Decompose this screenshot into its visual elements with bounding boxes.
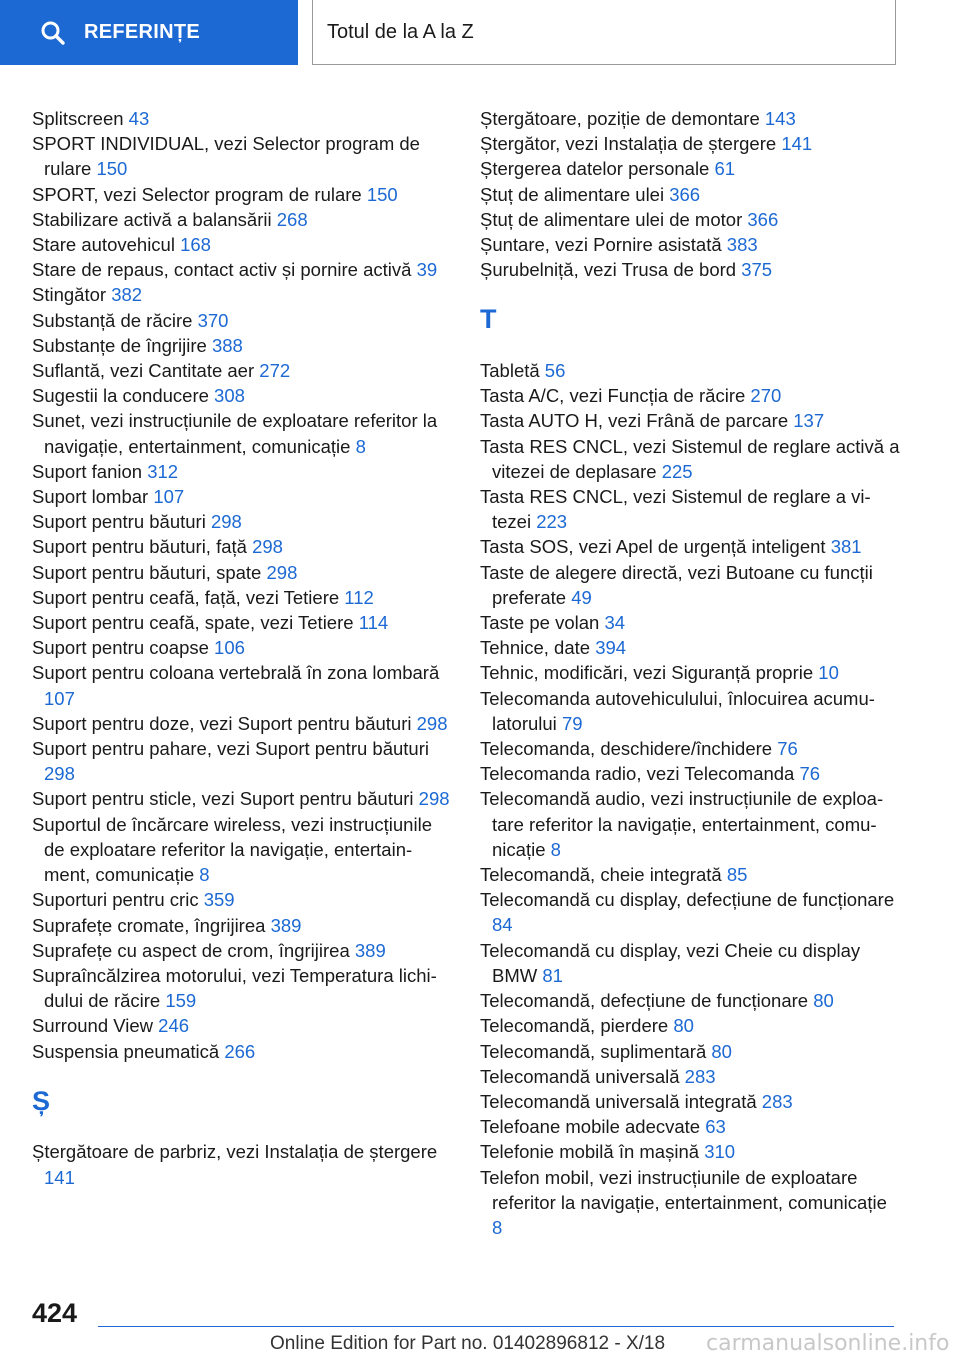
page-link[interactable]: 10 bbox=[818, 662, 839, 684]
entry-text: Tasta RES CNCL, vezi Sistemul de reglare activă a vitezei de deplasare bbox=[480, 435, 900, 482]
page-link[interactable]: 246 bbox=[158, 1015, 190, 1037]
entry-text: Suprafețe cromate, îngrijirea bbox=[32, 914, 266, 936]
index-entry bbox=[32, 182, 452, 207]
index-entry bbox=[480, 534, 900, 559]
page-link[interactable]: 283 bbox=[684, 1065, 716, 1087]
page-link[interactable]: 8 bbox=[355, 435, 366, 457]
page-link[interactable]: 49 bbox=[571, 586, 592, 608]
page-link[interactable]: 381 bbox=[830, 536, 862, 558]
index-entry bbox=[480, 358, 900, 383]
edition-text: Online Edition for Part no. 01402896812 - X/18 bbox=[270, 1333, 666, 1354]
page-link[interactable]: 382 bbox=[111, 284, 143, 306]
index-entry bbox=[32, 484, 452, 509]
index-column-left bbox=[32, 106, 452, 1190]
entry-text: Substanță de răcire bbox=[32, 309, 193, 331]
page-link[interactable]: 298 bbox=[44, 763, 75, 785]
entry-list-s-comma-continued bbox=[480, 106, 900, 282]
index-entry bbox=[480, 1013, 900, 1038]
entry-text: Ștuț de alimentare ulei bbox=[480, 183, 665, 205]
entry-list-s bbox=[32, 106, 452, 1064]
index-entry bbox=[32, 282, 452, 307]
entry-list-t bbox=[480, 358, 900, 1240]
index-entry bbox=[480, 660, 900, 685]
entry-text: Telefonie mobilă în mașină bbox=[480, 1141, 700, 1163]
entry-text: Stare de repaus, contact activ și pornire activă bbox=[32, 259, 412, 281]
search-icon bbox=[40, 20, 66, 46]
page-link[interactable]: 394 bbox=[595, 637, 627, 659]
page-link[interactable]: 298 bbox=[210, 511, 242, 533]
index-entry bbox=[32, 585, 452, 610]
index-entry bbox=[480, 156, 900, 181]
index-entry bbox=[480, 408, 900, 433]
page-link[interactable]: 312 bbox=[147, 460, 179, 482]
index-entry bbox=[32, 509, 452, 534]
entry-text: Suport pentru băuturi bbox=[32, 511, 206, 533]
entry-text: Stare autovehicul bbox=[32, 234, 175, 256]
entry-text: Suflantă, vezi Cantitate aer bbox=[32, 360, 255, 382]
page-link[interactable]: 159 bbox=[165, 990, 197, 1012]
entry-text: Ștergerea datelor personale bbox=[480, 158, 710, 180]
page-link[interactable]: 56 bbox=[544, 360, 566, 382]
page-link[interactable]: 298 bbox=[418, 788, 450, 810]
entry-text: Ștuț de alimentare ulei de motor bbox=[480, 208, 743, 230]
entry-text: Telecomandă, suplimentară bbox=[480, 1040, 707, 1062]
index-entry bbox=[480, 1139, 900, 1164]
entry-text: Suport pentru coapse bbox=[32, 637, 209, 659]
page-number: 424 bbox=[32, 1298, 78, 1328]
entry-text: Ștergător, vezi Instalația de ștergere bbox=[480, 133, 777, 155]
page-link[interactable]: 389 bbox=[270, 914, 302, 936]
entry-text: Tehnic, modificări, vezi Siguranță proprie bbox=[480, 662, 814, 684]
entry-text: Sunet, vezi instrucțiunile de exploatare referitor la navigație, entertainment, comunicație bbox=[32, 410, 438, 457]
index-entry bbox=[480, 207, 900, 232]
page-link[interactable]: 266 bbox=[224, 1040, 256, 1062]
entry-text: Suport pentru ceafă, spate, vezi Tetiere bbox=[32, 612, 354, 634]
page-link[interactable]: 43 bbox=[128, 108, 150, 129]
page-link[interactable]: 81 bbox=[542, 964, 563, 986]
entry-text: Splitscreen bbox=[32, 108, 124, 129]
entry-text: Telecomandă, cheie integrată bbox=[480, 864, 722, 886]
entry-text: Supraîncălzirea motorului, vezi Temperatura lichidului de răcire bbox=[32, 964, 437, 1012]
entry-text: SPORT, vezi Selector program de rulare bbox=[32, 183, 362, 205]
page-link[interactable]: 84 bbox=[492, 914, 513, 936]
index-entry bbox=[32, 408, 452, 458]
page-link[interactable]: 61 bbox=[714, 158, 736, 180]
entry-text: Suport fanion bbox=[32, 460, 143, 482]
index-entry bbox=[32, 358, 452, 383]
page-link[interactable]: 8 bbox=[199, 864, 210, 886]
page-link[interactable]: 141 bbox=[44, 1166, 75, 1188]
entry-text: Tasta SOS, vezi Apel de urgență inteligent bbox=[480, 536, 826, 558]
entry-text: Taste pe volan bbox=[480, 612, 600, 634]
entry-text: Substanțe de îngrijire bbox=[32, 334, 207, 356]
index-entry bbox=[480, 106, 900, 131]
page-link[interactable]: 383 bbox=[726, 234, 758, 256]
entry-text: Telecomandă, defecțiune de funcționare bbox=[480, 990, 809, 1012]
entry-text: Telecomanda radio, vezi Telecomanda bbox=[480, 763, 795, 785]
index-entry bbox=[480, 1064, 900, 1089]
index-entry bbox=[32, 963, 452, 1013]
page-link[interactable]: 150 bbox=[366, 183, 398, 205]
index-entry bbox=[32, 560, 452, 585]
page-link[interactable]: 141 bbox=[781, 133, 813, 155]
entry-text: Telecomandă cu display, defecțiune de funcționare bbox=[480, 889, 895, 911]
index-entry bbox=[480, 610, 900, 635]
page-link[interactable]: 223 bbox=[536, 511, 568, 533]
index-entry bbox=[32, 106, 452, 131]
index-entry bbox=[32, 1039, 452, 1064]
page-link[interactable]: 370 bbox=[197, 309, 229, 331]
index-entry bbox=[480, 862, 900, 887]
page-link[interactable]: 63 bbox=[705, 1116, 726, 1138]
references-tab-label: REFERINȚE bbox=[84, 21, 201, 43]
index-entry bbox=[480, 938, 900, 988]
index-entry bbox=[32, 232, 452, 257]
page-link[interactable]: 8 bbox=[492, 1216, 503, 1238]
entry-text: Ștergătoare de parbriz, vezi Instalația de ștergere bbox=[32, 1141, 438, 1163]
index-entry bbox=[32, 660, 452, 710]
page-link[interactable]: 112 bbox=[344, 586, 374, 608]
page-link[interactable]: 85 bbox=[726, 864, 748, 886]
entry-text: Telecomandă universală integrată bbox=[480, 1090, 757, 1112]
entry-text: Tasta A/C, vezi Funcția de răcire bbox=[480, 385, 746, 407]
page-link[interactable]: 76 bbox=[799, 763, 821, 785]
entry-text: Tehnice, date bbox=[480, 637, 591, 659]
index-entry bbox=[480, 484, 900, 534]
index-entry bbox=[480, 560, 900, 610]
entry-text: Suport lombar bbox=[32, 486, 149, 508]
entry-text: Ștergătoare, poziție de demontare bbox=[480, 108, 760, 129]
page-link[interactable]: 80 bbox=[673, 1015, 694, 1037]
index-entry bbox=[480, 257, 900, 282]
page-link[interactable]: 283 bbox=[761, 1090, 793, 1112]
page-link[interactable]: 150 bbox=[96, 158, 128, 180]
entry-text: Telecomanda autovehiculului, înlocuirea acumulatorului bbox=[480, 687, 875, 734]
page-link[interactable]: 389 bbox=[354, 939, 386, 961]
index-entry bbox=[480, 736, 900, 761]
index-entry bbox=[480, 232, 900, 257]
watermark: carmanualsonline.info bbox=[706, 1331, 950, 1356]
index-entry bbox=[32, 308, 452, 333]
index-entry bbox=[32, 534, 452, 559]
entry-text: Suport pentru băuturi, spate bbox=[32, 561, 262, 583]
page-link[interactable]: 298 bbox=[252, 536, 283, 558]
entry-text: Suporturi pentru cric bbox=[32, 889, 199, 911]
page-link[interactable]: 270 bbox=[750, 385, 782, 407]
entry-text: Tasta AUTO H, vezi Frână de parcare bbox=[480, 410, 789, 432]
page-link[interactable]: 298 bbox=[266, 561, 298, 583]
index-entry bbox=[32, 383, 452, 408]
section-title: Totul de la A la Z bbox=[327, 20, 474, 43]
entry-text: Taste de alegere directă, vezi Butoane cu funcții preferate bbox=[480, 561, 873, 608]
entry-text: Telecomandă universală bbox=[480, 1065, 680, 1087]
footer-divider bbox=[98, 1326, 894, 1327]
entry-text: Tasta RES CNCL, vezi Sistemul de reglare a vitezei bbox=[480, 486, 871, 533]
index-entry bbox=[480, 383, 900, 408]
index-entry bbox=[32, 938, 452, 963]
index-entry bbox=[480, 786, 900, 862]
entry-text: Stingător bbox=[32, 284, 107, 306]
entry-text: Suport pentru sticle, vezi Suport pentru băuturi bbox=[32, 788, 414, 810]
entry-text: Surround View bbox=[32, 1015, 154, 1037]
index-entry bbox=[480, 761, 900, 786]
section-letter-s-comma: Ș bbox=[32, 1085, 51, 1116]
entry-text: Suport pentru băuturi, față bbox=[32, 536, 247, 558]
entry-text: Suspensia pneumatică bbox=[32, 1040, 220, 1062]
index-entry bbox=[32, 887, 452, 912]
entry-text: Suport pentru doze, vezi Suport pentru băuturi bbox=[32, 712, 412, 734]
index-entry bbox=[32, 459, 452, 484]
page-link[interactable]: 388 bbox=[211, 334, 243, 356]
index-entry bbox=[480, 1039, 900, 1064]
entry-text: Șurubelniță, vezi Trusa de bord bbox=[480, 259, 737, 281]
page-link[interactable]: 137 bbox=[793, 410, 825, 432]
page-link[interactable]: 310 bbox=[704, 1141, 736, 1163]
page-link[interactable]: 366 bbox=[747, 208, 779, 230]
index-entry bbox=[480, 182, 900, 207]
entry-text: Telecomandă audio, vezi instrucțiunile de exploatare referitor la navigație, entertainment, comunicație bbox=[480, 788, 884, 860]
page-link[interactable]: 107 bbox=[44, 687, 75, 709]
entry-text: Stabilizare activă a balansării bbox=[32, 208, 272, 230]
page-link[interactable]: 375 bbox=[741, 259, 773, 281]
entry-text: Suport pentru ceafă, față, vezi Tetiere bbox=[32, 586, 340, 608]
section-letter-t: T bbox=[480, 304, 497, 335]
index-entry bbox=[32, 131, 452, 181]
index-entry bbox=[32, 1139, 452, 1189]
page-link[interactable]: 143 bbox=[764, 108, 796, 129]
entry-text: Sugestii la conducere bbox=[32, 385, 209, 407]
entry-text: Suport pentru coloana vertebrală în zona lombară bbox=[32, 662, 440, 684]
entry-text: Suprafețe cu aspect de crom, îngrijirea bbox=[32, 939, 350, 961]
page-link[interactable]: 76 bbox=[777, 738, 798, 760]
index-entry bbox=[32, 333, 452, 358]
page-link[interactable]: 79 bbox=[561, 712, 583, 734]
index-entry bbox=[32, 711, 452, 736]
index-entry bbox=[32, 736, 452, 786]
index-entry bbox=[480, 1165, 900, 1241]
entry-text: Telecomandă, pierdere bbox=[480, 1015, 669, 1037]
index-entry bbox=[480, 131, 900, 156]
index-entry bbox=[480, 1089, 900, 1114]
page-link[interactable]: 308 bbox=[214, 385, 245, 407]
entry-text: Telecomanda, deschidere/închidere bbox=[480, 738, 773, 760]
index-entry bbox=[480, 635, 900, 660]
index-entry bbox=[32, 635, 452, 660]
page-link[interactable]: 225 bbox=[661, 460, 693, 482]
page-link[interactable]: 366 bbox=[669, 183, 701, 205]
index-entry bbox=[480, 1114, 900, 1139]
index-entry bbox=[480, 686, 900, 736]
index-entry bbox=[32, 257, 452, 282]
entry-text: Șuntare, vezi Pornire asistată bbox=[480, 234, 722, 256]
page-link[interactable]: 272 bbox=[259, 360, 291, 382]
index-entry bbox=[480, 988, 900, 1013]
page-link[interactable]: 298 bbox=[416, 712, 448, 734]
page-link[interactable]: 268 bbox=[276, 208, 308, 230]
index-column-right bbox=[480, 106, 900, 1240]
index-entry bbox=[32, 812, 452, 888]
index-entry bbox=[32, 913, 452, 938]
section-title-tab[interactable] bbox=[312, 0, 896, 65]
index-entry bbox=[32, 207, 452, 232]
index-entry bbox=[32, 610, 452, 635]
page-link[interactable]: 39 bbox=[416, 259, 438, 281]
page-link[interactable]: 8 bbox=[550, 838, 561, 860]
page-link[interactable]: 107 bbox=[153, 486, 185, 508]
entry-text: Tabletă bbox=[480, 360, 540, 382]
entry-text: Telefon mobil, vezi instrucțiunile de exploatare referitor la navigație, entertainment, comunicație bbox=[480, 1166, 887, 1213]
entry-text: SPORT INDIVIDUAL, vezi Selector program de rulare bbox=[32, 133, 420, 180]
page-link[interactable]: 114 bbox=[358, 612, 389, 634]
page-link[interactable]: 80 bbox=[711, 1040, 732, 1062]
page-link[interactable]: 34 bbox=[604, 612, 626, 634]
page-link[interactable]: 359 bbox=[203, 889, 235, 911]
page-link[interactable]: 168 bbox=[180, 234, 211, 256]
entry-text: Suportul de încărcare wireless, vezi instrucțiunile de exploatare referitor la navigație, entertainment, comunicație bbox=[32, 813, 432, 886]
index-entry bbox=[32, 786, 452, 811]
page-link[interactable]: 80 bbox=[813, 990, 834, 1012]
entry-text: Suport pentru pahare, vezi Suport pentru băuturi bbox=[32, 738, 429, 760]
references-tab[interactable] bbox=[0, 0, 298, 65]
index-entry bbox=[480, 434, 900, 484]
entry-list-s-comma bbox=[32, 1139, 452, 1189]
index-entry bbox=[480, 887, 900, 937]
entry-text: Telecomandă cu display, vezi Cheie cu display BMW bbox=[480, 939, 861, 986]
entry-text: Telefoane mobile adecvate bbox=[480, 1116, 701, 1138]
index-entry bbox=[32, 1013, 452, 1038]
page-link[interactable]: 106 bbox=[214, 637, 245, 659]
